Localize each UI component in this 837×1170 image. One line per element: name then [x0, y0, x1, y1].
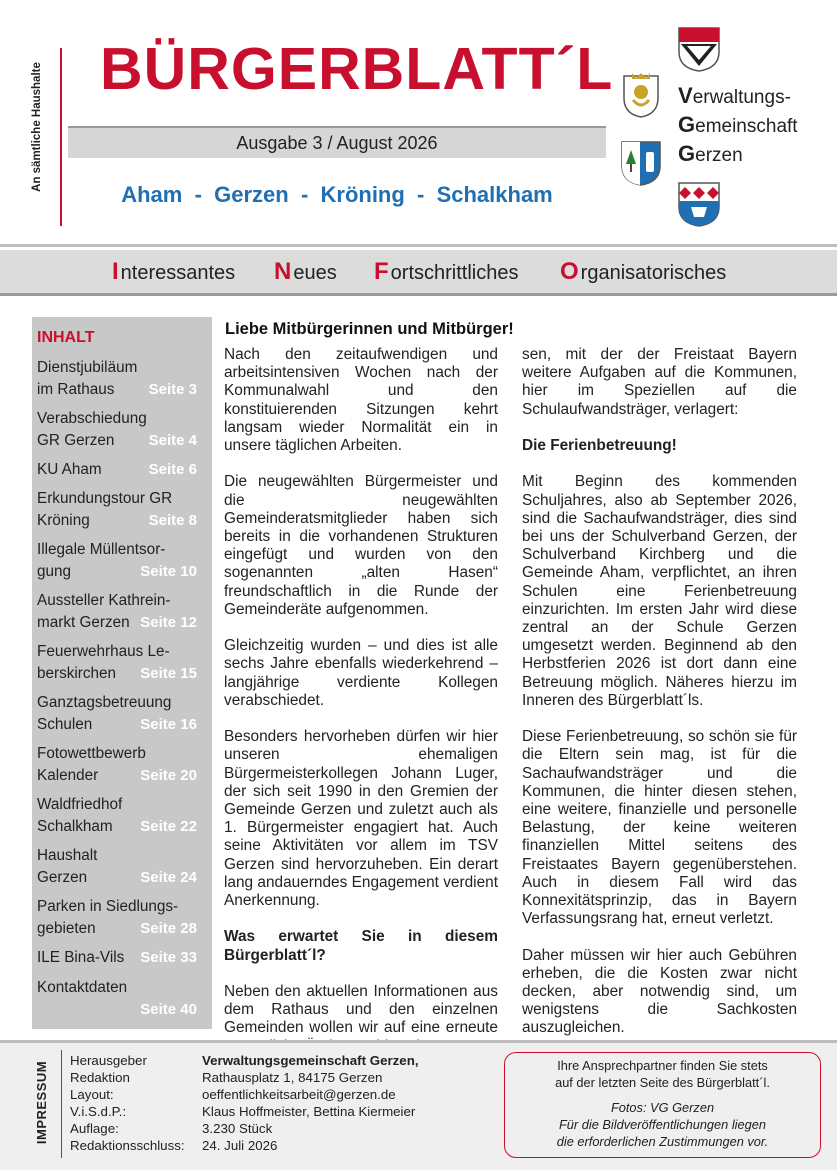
- toc-item[interactable]: Verabschiedung GR Gerzen Seite 4: [37, 408, 207, 451]
- toc-page: Seite 8: [148, 511, 197, 529]
- vg-initial-g2: G: [678, 141, 696, 166]
- side-tag-text: An sämtliche Haushalte: [31, 62, 44, 192]
- toc-item[interactable]: Kontaktdaten Seite 40: [37, 977, 207, 1020]
- crest-left-icon: [620, 70, 662, 118]
- contact-line: Ihre Ansprechpartner finden Sie stets: [557, 1058, 768, 1073]
- photo-credit: Fotos: VG Gerzen: [610, 1100, 715, 1115]
- toc-item[interactable]: Aussteller Kathrein- markt Gerzen Seite 12: [37, 590, 207, 633]
- toc-page: Seite 4: [148, 431, 197, 449]
- vg-initial-v: V: [678, 83, 693, 108]
- impressum-label: V.i.S.d.P.:: [70, 1104, 127, 1119]
- impressum-label: Herausgeber: [70, 1053, 147, 1068]
- impressum-value: 24. Juli 2026: [202, 1138, 278, 1153]
- article-column-2: [522, 346, 797, 1056]
- crest-top-icon: [677, 26, 721, 72]
- toc-item[interactable]: Fotowettbewerb Kalender Seite 20: [37, 743, 207, 786]
- toc-page: Seite 6: [148, 461, 197, 478]
- acronym-word: I nteressantes: [112, 258, 236, 285]
- paragraph: Besonders hervorheben dürfen wir hier unseren ehemaligen Bürgermeisterkollegen Johann Luger, der sich seit 1990 in den Gremien der Gemeinde Gerzen und zuletzt auch als 1. Bürgermeister engagiert hat. Auch seine Aktivitäten vor allem im TSV Gerzen sind hervorzuheben. Ein derart lang andauerndes Engagement verdient Anerkennung.: [224, 728, 498, 910]
- toc-item[interactable]: Haushalt Gerzen Seite 24: [37, 845, 207, 888]
- photo-note: die erforderlichen Zustimmungen vor.: [556, 1134, 769, 1149]
- impressum-value: Verwaltungsgemeinschaft Gerzen,: [202, 1053, 419, 1068]
- toc-item[interactable]: Feuerwehrhaus Le- berskirchen Seite 15: [37, 641, 207, 684]
- impressum-label: Layout:: [70, 1087, 114, 1102]
- toc-page: Seite 22: [140, 817, 197, 835]
- toc-item[interactable]: Waldfriedhof Schalkham Seite 22: [37, 794, 207, 837]
- vg-initial-g1: G: [678, 112, 696, 137]
- impressum-value: Klaus Hoffmeister, Bettina Kiermeier: [202, 1104, 416, 1119]
- impressum-label: Auflage:: [70, 1121, 119, 1136]
- paragraph: Neben den aktuellen Informationen aus dem Rathaus und den einzelnen Gemeinden wollen wir auf eine erneute: [224, 983, 498, 1037]
- acronym-word: N eues: [274, 258, 337, 285]
- header-divider: [0, 244, 837, 247]
- subheading: Die Ferienbetreuung!: [522, 437, 677, 454]
- impressum-label: Redaktion: [70, 1070, 130, 1085]
- paragraph: Daher müssen wir hier auch Gebühren erheben, die die Kosten zwar nicht decken, aber notwendig sind, um wenigstens die Sachkosten auszugleichen.: [522, 946, 797, 1037]
- toc-page: Seite 20: [140, 766, 197, 784]
- toc-page: Seite 28: [140, 919, 197, 937]
- impressum-divider: [61, 1050, 62, 1158]
- article-column-1: [224, 346, 498, 1074]
- acronym-word: F ortschrittliches: [374, 258, 519, 285]
- toc-item[interactable]: Erkundungstour GR Kröning Seite 8: [37, 488, 207, 531]
- vg-line2: emeinschaft: [695, 116, 798, 137]
- toc-page: Seite 16: [140, 715, 197, 733]
- vg-name: [678, 82, 798, 169]
- paragraph: Nach den zeitaufwendigen und arbeitsintensiven Wochen nach der Kommunalwahl und den konstituierenden Sitzungen kehrt langsam wieder Normalität ein in unsere täglichen Arbeiten.: [224, 346, 498, 455]
- acronym-word: O rganisatorisches: [560, 258, 727, 285]
- paragraph: Gleichzeitig wurden – und dies ist alle sechs Jahre ebenfalls wiederkehrend – langjährige verdiente Kollegen verabschiedet.: [224, 637, 498, 709]
- impressum-value: Rathausplatz 1, 84175 Gerzen: [202, 1070, 383, 1085]
- paragraph: sen, mit der der Freistaat Bayern weitere Aufgaben auf die Kommunen, hier im Speziellen auf die Schulaufwandsträger, verlagert:: [522, 346, 797, 418]
- paragraph: Mit Beginn des kommenden Schuljahres, also ab September 2026, sind die Sachaufwandsträger, dies sind bei uns der Schulverband Gerzen, der Schulverband Kirchberg und die Gemeinde Aham, verpflichtet, an ihren Schulen eine Ferienbetreuung einzurichten. Im ersten Jahr wird diese zentral an der Schule Gerzen umgesetzt werden. Beginnend ab den Herbstferien 2026 ist dort dann eine Betreuung möglich. Näheres hierzu im Inneren des Bürgerblatt´ls.: [522, 473, 797, 709]
- toc-item[interactable]: KU Aham Seite 6: [37, 459, 207, 481]
- table-of-contents: [32, 317, 212, 1029]
- vg-line1: erwaltungs-: [692, 87, 791, 108]
- photo-note: Für die Bildveröffentlichungen liegen: [558, 1117, 766, 1132]
- paragraph: Diese Ferienbetreuung, so schön sie für die Eltern sein mag, ist für die Sachaufwandsträger und die Kommunen, die hinter diesen stehen, eine weitere, finanzielle und personelle Belastung, der keine weiteren finanziellen Mittel seitens des Freistaates Bayern gegenüberstehen. Auch in diesem Fall wird das Konnexitätsprinzip, das in Bayern Verfassungsrang hat, erneut verletzt.: [522, 728, 797, 928]
- toc-page: Seite 12: [140, 613, 197, 631]
- issue-bar: Ausgabe 3 / August 2026: [68, 126, 606, 158]
- toc-item[interactable]: Ganztagsbetreuung Schulen Seite 16: [37, 692, 207, 735]
- toc-page: Seite 33: [140, 949, 197, 966]
- crest-left-lower-icon: [620, 140, 662, 186]
- toc-page: Seite 3: [148, 380, 197, 398]
- toc-page: Seite 24: [140, 868, 197, 886]
- toc-item[interactable]: Dienstjubiläum im Rathaus Seite 3: [37, 357, 207, 400]
- impressum-tag: [30, 1046, 54, 1158]
- crest-bottom-icon: [677, 181, 721, 227]
- toc-page: Seite 15: [140, 664, 197, 682]
- subheading: Was erwartet Sie in diesem Bürgerblatt´l?: [224, 928, 498, 964]
- toc-item[interactable]: Parken in Siedlungs- gebieten Seite 28: [37, 896, 207, 939]
- impressum-tag-text: IMPRESSUM: [34, 1060, 50, 1144]
- toc-item[interactable]: ILE Bina-Vils Seite 33: [37, 947, 207, 969]
- side-divider: [60, 48, 62, 226]
- contact-line: auf der letzten Seite des Bürgerblatt´l.: [555, 1075, 770, 1090]
- toc-page: Seite 10: [140, 562, 197, 580]
- towns-line: Aham - Gerzen - Kröning - Schalkham: [121, 182, 553, 207]
- toc-page: Seite 40: [140, 1000, 197, 1018]
- acronym-bar: [0, 250, 837, 296]
- toc-item[interactable]: Illegale Müllentsor- gung Seite 10: [37, 539, 207, 582]
- masthead-title: BÜRGERBLATT´L: [100, 36, 614, 102]
- toc-title: INHALT: [37, 329, 95, 346]
- article-title: Liebe Mitbürgerinnen und Mitbürger!: [225, 320, 514, 338]
- impressum-label: Redaktionsschluss:: [70, 1138, 185, 1153]
- side-tag: [27, 38, 47, 216]
- paragraph: Die neugewählten Bürgermeister und die neugewählten Gemeinderatsmitglieder haben sich bereits in die vorhandenen Strukturen eingefügt und wurden von den sogenannten „alten Hasen“ freundschaftlich in die Runde der Gemeinderäte aufgenommen.: [224, 473, 498, 618]
- vg-line3: erzen: [695, 145, 743, 166]
- impressum-email-link[interactable]: oeffentlichkeitsarbeit@gerzen.de: [202, 1087, 396, 1102]
- impressum-value: 3.230 Stück: [202, 1121, 273, 1136]
- contact-info-box: [504, 1052, 821, 1158]
